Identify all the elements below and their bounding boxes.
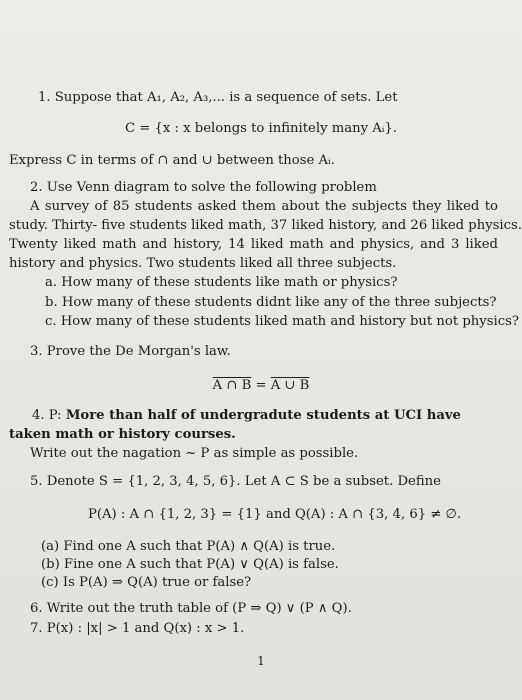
problem-5-definitions: P(A) : A ∩ {1, 2, 3} = {1} and Q(A) : A ∩ {3, 4, 6} ≠ ∅.	[88, 507, 462, 522]
problem-2a: a. How many of these students like math or physics?	[45, 275, 398, 290]
problem-7: 7. P(x) : |x| > 1 and Q(x) : x > 1.	[30, 621, 245, 636]
set-c-definition: C = {x : x belongs to infinitely many Aᵢ}.	[125, 121, 397, 136]
demorgan-law	[0, 378, 522, 394]
demorgan-equals: =	[251, 378, 271, 393]
problem-5c: (c) Is P(A) ⇒ Q(A) true or false?	[41, 575, 252, 590]
demorgan-rhs: A ∪ B	[270, 378, 310, 393]
problem-2b: b. How many of these students didnt like any of the three subjects?	[45, 295, 497, 310]
problem-1-text: 1. Suppose that A₁, A₂, A₃,... is a sequence of sets. Let	[38, 90, 398, 105]
problem-5-heading: 5. Denote S = {1, 2, 3, 4, 5, 6}. Let A ⊂ S be a subset. Define	[30, 474, 441, 489]
problem-4-instruction: Write out the nagation ~ P as simple as possible.	[30, 446, 359, 461]
demorgan-lhs: A ∩ B	[212, 378, 252, 393]
problem-2-heading: 2. Use Venn diagram to solve the following problem	[30, 180, 377, 195]
page-number: 1	[257, 654, 265, 668]
problem-2c: c. How many of these students liked math and history but not physics?	[45, 314, 519, 329]
problem-5a: (a) Find one A such that P(A) ∧ Q(A) is true.	[41, 539, 336, 554]
problem-2-text-line-1: A survey of 85 students asked them about the subjects they liked to	[30, 199, 498, 214]
problem-4-line-1	[32, 408, 461, 424]
problem-3-heading: 3. Prove the De Morgan's law.	[30, 344, 231, 359]
problem-4-statement: More than half of undergradute students at UCI have	[65, 408, 461, 423]
problem-5b: (b) Fine one A such that P(A) ∨ Q(A) is false.	[41, 557, 339, 572]
problem-4-statement-cont: taken math or history courses.	[9, 427, 236, 442]
problem-2-text-line-3: Twenty liked math and history, 14 liked math and physics, and 3 liked	[9, 237, 498, 252]
problem-4-label: 4. P:	[32, 408, 62, 423]
problem-1-instruction: Express C in terms of ∩ and ∪ between those Aᵢ.	[9, 153, 335, 168]
problem-2-text-line-4: history and physics. Two students liked all three subjects.	[9, 256, 397, 271]
problem-6: 6. Write out the truth table of (P ⇒ Q) ∨ (P ∧ Q).	[30, 601, 352, 616]
problem-2-text-line-2: study. Thirty- five students liked math, 37 liked history, and 26 liked physics.	[9, 218, 522, 233]
